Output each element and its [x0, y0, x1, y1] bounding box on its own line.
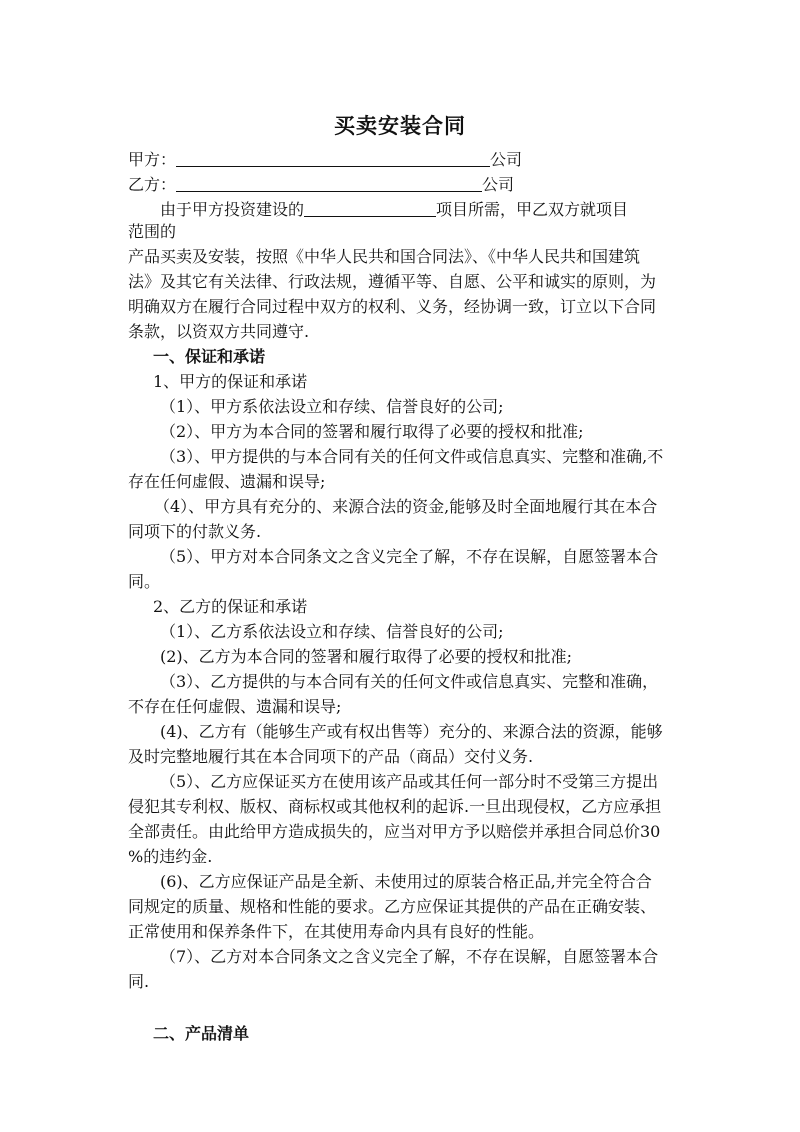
project-blank	[304, 200, 436, 217]
party-a-clause-4-line-1: （4）、甲方具有充分的、来源合法的资金,能够及时全面地履行其在本合	[154, 497, 658, 516]
party-a-clause-5-line-2: 同。	[128, 572, 161, 591]
document-title: 买卖安装合同	[334, 113, 466, 138]
party-a-clause-2: （2）、甲方为本合同的签署和履行取得了必要的授权和批准;	[160, 422, 584, 441]
party-b-clause-5-line-1: （5）、乙方应保证买方在使用该产品或其任何一部分时不受第三方提出	[160, 772, 659, 791]
intro-after-blank: 项目所需，甲乙双方就项目	[436, 200, 629, 219]
party-b-clause-3-line-1: （3）、乙方提供的与本合同有关的任何文件或信息真实、完整和准确，	[160, 672, 659, 691]
party-a-clause-5-line-1: （5）、甲方对本合同条文之含义完全了解，不存在误解，自愿签署本合	[160, 547, 659, 566]
party-a-suffix: 公司	[490, 150, 523, 169]
party-b-blank	[176, 175, 482, 192]
party-b-clause-3-line-2: 不存在任何虚假、遗漏和误导;	[128, 697, 342, 716]
party-a-blank	[176, 150, 490, 167]
party-b-clause-1: （1）、乙方系依法设立和存续、信誉良好的公司;	[160, 622, 504, 641]
intro-line-1	[160, 200, 628, 220]
party-b-clause-4-line-2: 及时完整地履行其在本合同项下的产品（商品）交付义务.	[128, 747, 534, 766]
party-b-clause-6-line-3: 正常使用和保养条件下，在其使用寿命内具有良好的性能。	[128, 922, 545, 941]
section2-heading: 二、产品清单	[153, 1024, 250, 1043]
intro-line-6: 条款，以资双方共同遵守.	[128, 322, 310, 341]
intro-line-3: 产品买卖及安装，按照《中华人民共和国合同法》、《中华人民共和国建筑	[128, 247, 641, 266]
party-a-clause-3-line-2: 存在任何虚假、遗漏和误导;	[128, 472, 326, 491]
party-b-clause-7-line-1: （7）、乙方对本合同条文之含义完全了解，不存在误解，自愿签署本合	[160, 947, 659, 966]
party-a-clause-4-line-2: 同项下的付款义务.	[128, 522, 262, 541]
party-b-label: 乙方：	[128, 175, 177, 194]
intro-lead: 由于甲方投资建设的	[160, 200, 305, 219]
party-b-clause-5-line-3: 全部责任。由此给甲方造成损失的，应当对甲方予以赔偿并承担合同总价30	[128, 822, 661, 841]
party-a-warranty-heading: 1、甲方的保证和承诺	[153, 372, 308, 391]
party-a-label: 甲方：	[128, 150, 177, 169]
party-a-clause-3-line-1: （3）、甲方提供的与本合同有关的任何文件或信息真实、完整和准确,不	[160, 447, 664, 466]
party-b-clause-4-line-1: (4)、乙方有（能够生产或有权出售等）充分的、来源合法的资源，能够	[160, 722, 663, 741]
party-b-clause-5-line-4: %的违约金.	[128, 847, 213, 866]
party-b-clause-6-line-2: 同规定的质量、规格和性能的要求。乙方应保证其提供的产品在正确安装、	[128, 897, 657, 916]
party-a-line	[128, 150, 522, 170]
party-b-clause-5-line-2: 侵犯其专利权、版权、商标权或其他权利的起诉.一旦出现侵权，乙方应承担	[128, 797, 662, 816]
intro-line-4: 法》及其它有关法律、行政法规，遵循平等、自愿、公平和诚实的原则，为	[128, 272, 657, 291]
party-b-line	[128, 175, 514, 195]
party-b-warranty-heading: 2、乙方的保证和承诺	[153, 597, 308, 616]
section1-heading: 一、保证和承诺	[153, 347, 266, 366]
party-b-clause-2: (2)、乙方为本合同的签署和履行取得了必要的授权和批准;	[160, 647, 573, 666]
party-b-clause-6-line-1: (6)、乙方应保证产品是全新、未使用过的原装合格正品,并完全符合合	[160, 872, 652, 891]
party-b-suffix: 公司	[482, 175, 515, 194]
party-a-clause-1: （1）、甲方系依法设立和存续、信誉良好的公司;	[160, 397, 504, 416]
party-b-clause-7-line-2: 同.	[128, 972, 150, 991]
intro-line-5: 明确双方在履行合同过程中双方的权利、义务，经协调一致，订立以下合同	[128, 297, 657, 316]
intro-line-2: 范围的	[128, 222, 177, 241]
